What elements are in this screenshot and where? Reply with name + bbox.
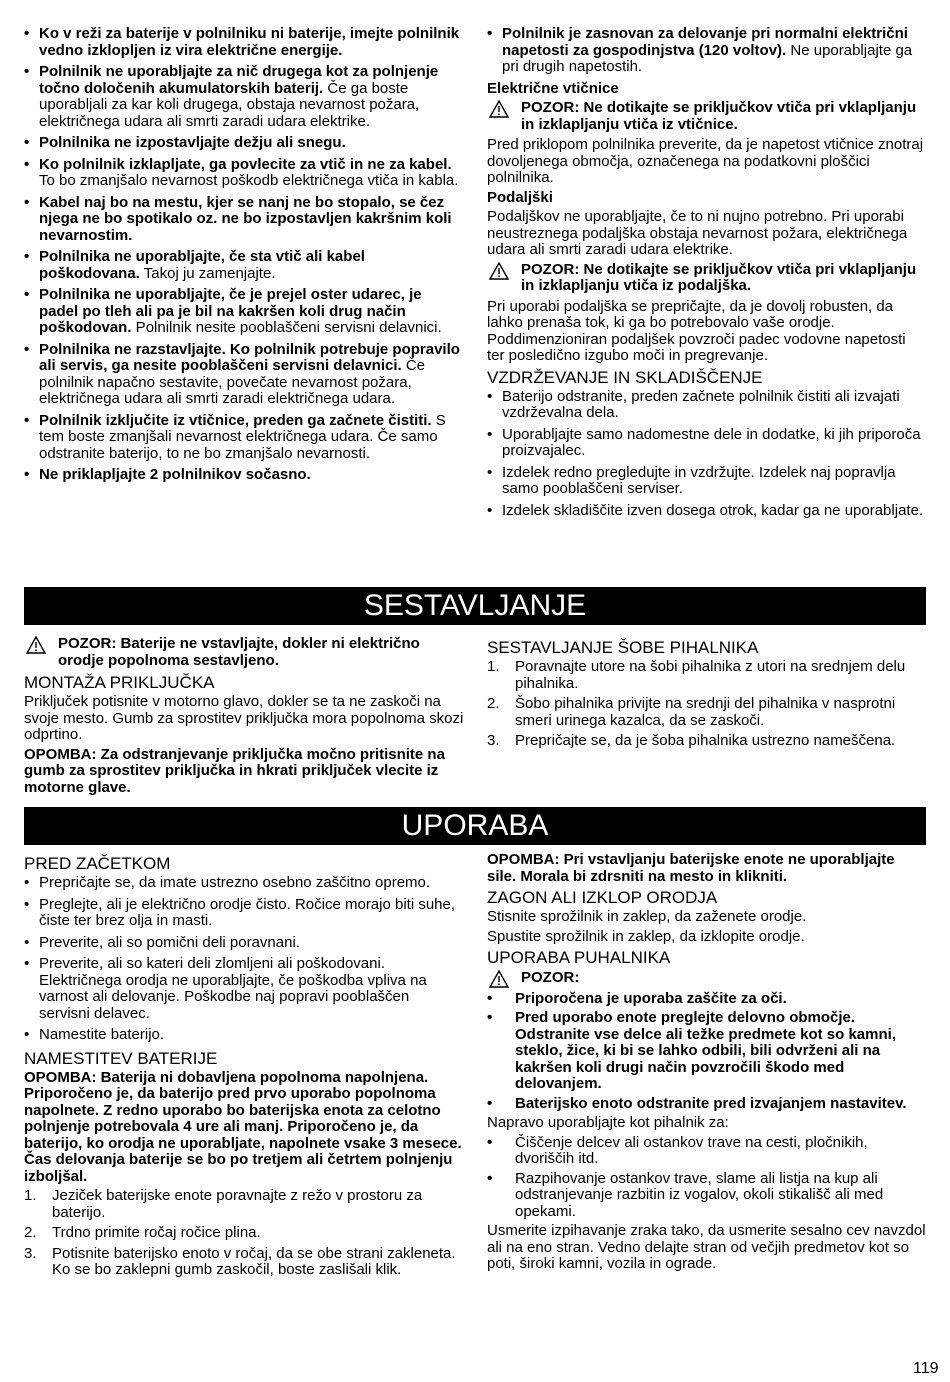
list-item bbox=[24, 157, 464, 190]
blower-heading: UPORABA PUHALNIKA bbox=[487, 948, 671, 967]
step-number: 1. bbox=[24, 1187, 37, 1204]
step-item bbox=[24, 1225, 464, 1242]
list-item bbox=[24, 467, 464, 484]
outlets-heading: Električne vtičnice bbox=[487, 79, 619, 97]
maintenance-list bbox=[487, 389, 927, 520]
list-item: • Razpihovanje ostankov trave, slame ali listja na kup ali odstranjevanje razbitin iz vogalov, okoli stikališč ali med opekami. bbox=[487, 1171, 927, 1221]
step-text: Poravnajte utore na šobi pihalnika z utori na srednjem delu pihalnika. bbox=[515, 658, 906, 692]
step-number: 2. bbox=[24, 1224, 37, 1241]
list-item bbox=[24, 195, 464, 245]
battery-steps bbox=[24, 1188, 464, 1279]
charger-safety-list bbox=[24, 26, 464, 489]
extension-warning: POZOR: Ne dotikajte se priključkov vtiča pri vklapljanju in izklapljanju vtiča iz podaljška. bbox=[487, 262, 927, 295]
nozzle-steps bbox=[487, 659, 927, 750]
list-item-text: Takoj ju zamenjajte. bbox=[139, 264, 276, 282]
extension-text: Podaljškov ne uporabljajte, če to ni nujno potrebno. Pri uporabi neustreznega podaljška obstaja nevarnost požara, električnega udara ali smrti zaradi udara elektrike. bbox=[487, 208, 908, 258]
list-item: • Polnilnik je zasnovan za delovanje pri normalni električni napetosti za gospodinjstva (120 voltov). Ne uporabljajte ga pri drugih napetostih. bbox=[487, 26, 927, 76]
start-stop-heading: ZAGON ALI IZKLOP ORODJA bbox=[487, 888, 718, 907]
before-start-heading: PRED ZAČETKOM bbox=[24, 854, 171, 873]
list-item: • Pred uporabo enote preglejte delovno območje. Odstranite vse delce ali težke predmete kot so kamni, steklo, žice, ki bi se lahko odbili, bili odvrženi ali na kakršen koli drugi način povzročili škodo med delovanjem. bbox=[487, 1010, 927, 1093]
step-text: Potisnite baterijsko enoto v ročaj, da se obe strani zakleneta. Ko se bo zaklepni gumb zaskočil, boste zaslišali klik. bbox=[52, 1244, 456, 1278]
step-text: Prepričajte se, da je šoba pihalnika ustrezno nameščena. bbox=[515, 732, 896, 749]
list-item-text: Če polnilnik napačno sestavite, povečate nevarnost požara, električnega udara ali smrti zaradi električnega udara. bbox=[39, 357, 426, 407]
list-item-bold: Polnilnik izključite iz vtičnice, preden ga začnete čistiti. bbox=[39, 411, 432, 429]
battery-heading: NAMESTITEV BATERIJE bbox=[24, 1048, 218, 1068]
stop-line: Spustite sprožilnik in zaklep, da izklopite orodje. bbox=[487, 927, 805, 945]
list-item-bold: Polnilnika ne uporabljajte, če sta vtič ali kabel poškodovana. bbox=[39, 248, 365, 282]
attachment-text: Priključek potisnite v motorno glavo, dokler se ta ne zaskoči na svoje mesto. Gumb za sprostitev priključka mora popolnoma skozi odprtino. bbox=[24, 693, 464, 743]
list-item: • Priporočena je uporaba zaščite za oči. bbox=[487, 991, 927, 1008]
list-item-bold: Polnilnika ne razstavljajte. Ko polnilnik potrebuje popravilo ali servis, ga nesite pooblaščeni servisni delavnici. bbox=[39, 340, 460, 374]
maintenance-heading: VZDRŽEVANJE IN SKLADIŠČENJE bbox=[487, 367, 763, 387]
before-start-list bbox=[24, 875, 464, 1044]
warning-triangle-icon bbox=[489, 262, 509, 285]
before-start-column bbox=[24, 852, 464, 1283]
list-item-bold: Kabel naj bo na mestu, kjer se nanj ne bo stopalo, se čez njega ne bo spotikalo oz. ne bo izpostavljen kakršnim koli nevarnostim. bbox=[39, 193, 452, 244]
step-item bbox=[487, 696, 927, 729]
section-banner-assembly: SESTAVLJANJE bbox=[24, 587, 926, 625]
operation-column bbox=[487, 852, 927, 1276]
insert-note: OPOMBA: Pri vstavljanju baterijske enote ne uporabljajte sile. Morala bi zdrsniti na mesto in klikniti. bbox=[487, 851, 895, 885]
final-text: Usmerite izpihavanje zraka tako, da usmerite sesalno cev navzdol ali na eno stran. Vedno delajte stran od večjih predmetov kot so poti, široki kamni, vozila in ograde. bbox=[487, 1222, 926, 1272]
list-item: • Baterijo odstranite, preden začnete polnilnik čistiti ali izvajati vzdrževalna dela. bbox=[487, 389, 927, 422]
list-item-text: Če ga boste uporabljali za kar koli drugega, obstaja nevarnost požara, električnega udara ali smrti zaradi udara elektrike. bbox=[39, 79, 420, 130]
list-item: • Prepričajte se, da imate ustrezno osebno zaščitno opremo. bbox=[24, 875, 464, 892]
blower-safety-list bbox=[487, 991, 927, 1113]
attachment-heading: MONTAŽA PRIKLJUČKA bbox=[24, 673, 215, 692]
nozzle-heading: SESTAVLJANJE ŠOBE PIHALNIKA bbox=[487, 638, 759, 657]
list-item-bold: Ne priklapljajte 2 polnilnikov sočasno. bbox=[39, 466, 311, 483]
list-item: • Izdelek skladiščite izven dosega otrok, kadar ga ne uporabljate. bbox=[487, 503, 927, 520]
step-number: 1. bbox=[487, 658, 500, 675]
list-item: • Namestite baterijo. bbox=[24, 1027, 464, 1044]
start-line: Stisnite sprožilnik in zaklep, da zaženete orodje. bbox=[487, 908, 807, 925]
step-item bbox=[487, 659, 927, 692]
use-list bbox=[487, 1135, 927, 1221]
outlets-text: Pred priklopom polnilnika preverite, da je napetost vtičnice znotraj dovoljenega območja, označenega na podatkovni ploščici polnilnika. bbox=[487, 136, 924, 186]
list-item bbox=[24, 413, 464, 463]
list-item bbox=[24, 249, 464, 282]
list-item-text: S tem boste zmanjšali nevarnost električnega udara. Če samo odstranite baterijo, to ne bo zmanjšalo nevarnosti. bbox=[39, 411, 446, 462]
step-item bbox=[24, 1188, 464, 1221]
step-number: 3. bbox=[487, 732, 500, 749]
list-item bbox=[24, 342, 464, 408]
step-number: 2. bbox=[487, 695, 500, 712]
list-item: • Baterijsko enoto odstranite pred izvajanjem nastavitev. bbox=[487, 1096, 927, 1113]
list-item-bold: Polnilnik ne uporabljajte za nič drugega kot za polnjenje točno določenih akumulatorskih baterij. bbox=[39, 63, 439, 97]
step-item bbox=[24, 1246, 464, 1279]
list-item-bold: Ko v reži za baterije v polnilniku ni baterije, imejte polnilnik vedno izklopljen iz vira električne energije. bbox=[39, 25, 460, 59]
outlets-warning: POZOR: Ne dotikajte se priključkov vtiča pri vklapljanju in izklapljanju vtiča iz vtičnice. bbox=[487, 100, 927, 133]
list-item: • Preglejte, ali je električno orodje čisto. Ročice morajo biti suhe, čiste ter brez olja in masti. bbox=[24, 897, 464, 930]
list-item: • Uporabljajte samo nadomestne dele in dodatke, ki jih priporoča proizvajalec. bbox=[487, 427, 927, 460]
use-intro: Napravo uporabljajte kot pihalnik za: bbox=[487, 1114, 729, 1131]
step-item bbox=[487, 733, 927, 750]
attachment-note: OPOMBA: Za odstranjevanje priključka močno pritisnite na gumb za sprostitev priključka in hkrati priključek vlecite iz motorne glave. bbox=[24, 745, 445, 796]
assembly-warning: POZOR: Baterije ne vstavljajte, dokler ni električno orodje popolnoma sestavljeno. bbox=[24, 636, 464, 669]
list-item bbox=[24, 64, 464, 130]
list-item: • Čiščenje delcev ali ostankov trave na cesti, pločnikih, dvoriščih itd. bbox=[487, 1135, 927, 1168]
list-item-text: Polnilnik nesite pooblaščeni servisni delavnici. bbox=[131, 319, 442, 336]
list-item: • Izdelek redno pregledujte in vzdržujte. Izdelek naj popravlja samo pooblaščeni serviser. bbox=[487, 465, 927, 498]
list-item: • Preverite, ali so pomični deli poravnani. bbox=[24, 935, 464, 952]
battery-note: OPOMBA: Baterija ni dobavljena popolnoma napolnjena. Priporočeno je, da baterijo pred prvo uporabo popolnoma napolnete. Z redno uporabo bo baterijska enota za celotno polnjenje potrebovala 4 ure ali manj. Priporočeno je, da baterijo, ko orodja ne uporabljate, napolnete vsake 3 mesece. Čas delovanja baterije se bo po tretjem ali četrtem polnjenju izboljšal. bbox=[24, 1068, 462, 1185]
nozzle-column bbox=[487, 636, 927, 754]
extension-text-2: Pri uporabi podaljška se prepričajte, da je dovolj robusten, da lahko prenaša tok, ki ga bo potrebovalo vaše orodje. Poddimenzioniran podaljšek povzroči padec vodovne napetosti ter posledično izgubo moči in pregrevanje. bbox=[487, 297, 906, 364]
step-number: 3. bbox=[24, 1244, 37, 1262]
list-item-text: To bo zmanjšalo nevarnost poškodb električnega vtiča in kabla. bbox=[39, 172, 459, 189]
list-item-bold: Ko polnilnik izklapljate, ga povlecite za vtič in ne za kabel. bbox=[39, 155, 452, 173]
blower-warning: POZOR: bbox=[487, 970, 927, 987]
list-item-bold: Polnilnika ne uporabljajte, če je prejel oster udarec, je padel po tleh ali pa je bil na kakršen koli drug način poškodovan. bbox=[39, 286, 422, 336]
list-item bbox=[24, 26, 464, 59]
list-item-bold: Polnilnika ne izpostavljajte dežju ali snegu. bbox=[39, 134, 346, 151]
section-banner-use: UPORABA bbox=[24, 807, 926, 845]
step-text: Šobo pihalnika privijte na srednji del pihalnika v nasprotni smeri urinega kazalca, da se zaskoči. bbox=[515, 695, 896, 729]
list-item: • Preverite, ali so kateri deli zlomljeni ali poškodovani. Električnega orodja ne uporabljajte, če poškodba vpliva na varnost ali delovanje. Poškodbe naj popravi pooblaščen servisni delavec. bbox=[24, 956, 464, 1022]
list-item bbox=[24, 135, 464, 152]
step-text: Trdno primite ročaj ročice plina. bbox=[52, 1224, 261, 1241]
attachment-column bbox=[24, 636, 464, 799]
step-text: Jeziček baterijske enote poravnajte z režo v prostoru za baterijo. bbox=[52, 1187, 423, 1221]
charger-info-column bbox=[487, 26, 927, 524]
warning-triangle-icon bbox=[489, 970, 509, 993]
warning-triangle-icon bbox=[26, 636, 46, 659]
list-item bbox=[24, 287, 464, 337]
warning-triangle-icon bbox=[489, 100, 509, 123]
page-number: 119 bbox=[913, 1360, 939, 1377]
extension-heading: Podaljški bbox=[487, 188, 553, 206]
